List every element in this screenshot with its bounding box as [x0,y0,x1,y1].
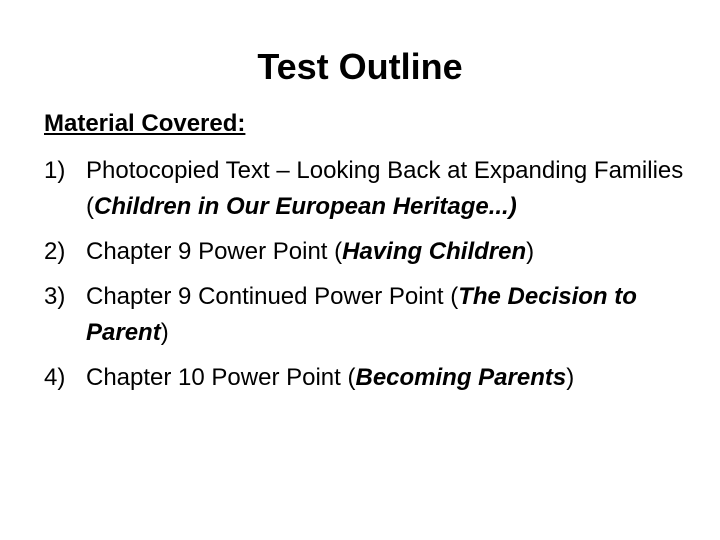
list-item-number: 3) [44,283,66,310]
list-item-text: Photocopied Text – Looking Back at Expanding Families ( [86,157,684,220]
list-item-text: Chapter 10 Power Point ( [86,364,356,391]
list-item-emphasis: Having Children [342,238,527,265]
list-item-closing: ) [160,319,169,346]
list-item-closing: ) [566,364,575,391]
list-item-number: 2) [44,238,66,265]
list-item-1 [44,153,684,225]
list-item-closing: ) [526,238,535,265]
list-item-3 [44,279,684,351]
list-item-emphasis: Children in Our European Heritage... [94,193,509,220]
list-item-number: 1) [44,157,66,184]
slide-content [44,106,684,405]
section-heading: Material Covered: [44,110,246,137]
list-item-4 [44,360,684,396]
material-list [44,153,684,396]
list-item-number: 4) [44,364,66,391]
slide-title: Test Outline [257,46,463,87]
list-item-text: Chapter 9 Power Point ( [86,238,343,265]
list-item-2 [44,234,684,270]
list-item-closing: ) [508,193,517,220]
list-item-emphasis: The Decision to Parent [86,283,637,346]
list-item-emphasis: Becoming Parents [355,364,567,391]
list-item-text: Chapter 9 Continued Power Point ( [86,283,459,310]
